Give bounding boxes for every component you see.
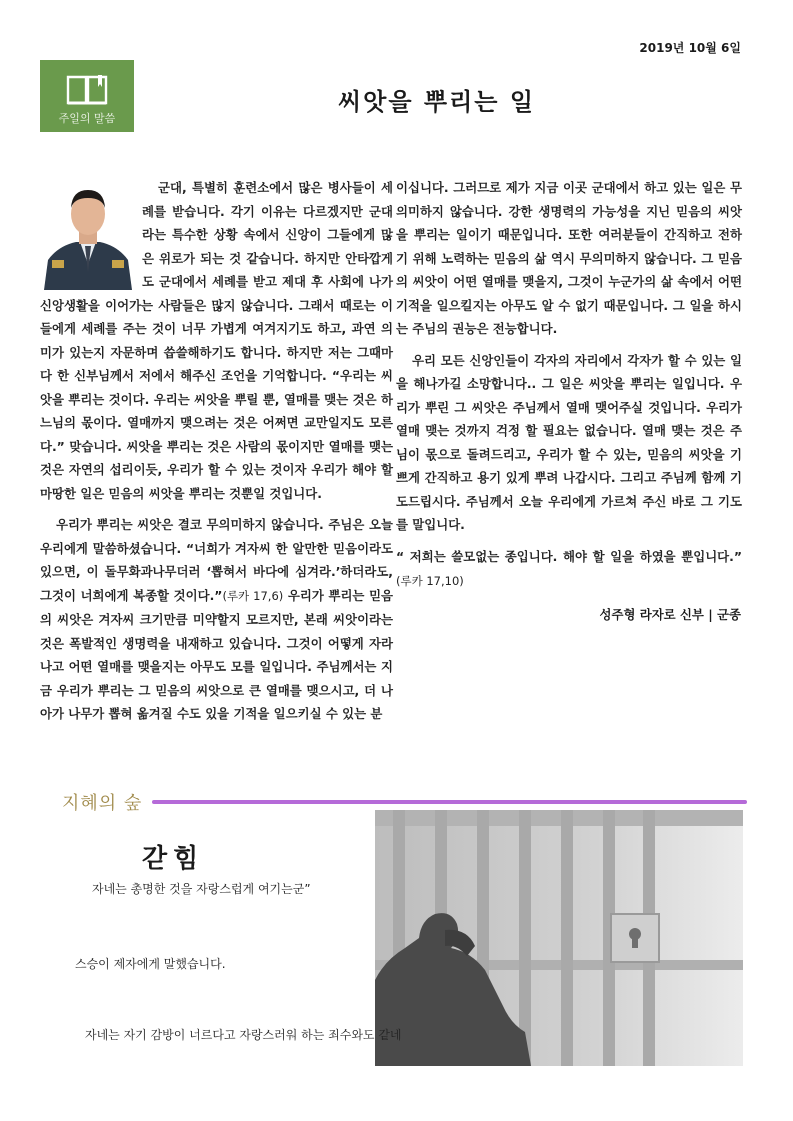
closing-quote-text: “ 저희는 쓸모없는 종입니다. 해야 할 일을 하였을 뿐입니다.” [396, 548, 742, 564]
essay-line-1: 자네는 총명한 것을 자랑스럽게 여기는군” [92, 882, 311, 896]
closing-quote [396, 545, 742, 594]
article-paragraph-4: 우리 모든 신앙인들이 각자의 자리에서 각자가 할 수 있는 일을 해나가길 소망합니다.. 그 일은 씨앗을 뿌리는 일입니다. 우리가 뿌린 그 씨앗은 주님께서 열매 맺어주실 것입니다. 우리가 열매 맺는 것까지 걱정 할 필요는 없습니다. 열매 맺는 것은 주님이 몫으로 돌려드리고, 우리가 할 수 있는, 믿음의 씨앗을 기쁘게 간직하고 용기 있게 뿌려 나갑시다. 그리고 주님께 함께 기도드립시다. 주님께서 오늘 우리에게 가르쳐 주신 바로 그 기도를 말입니다. [396, 352, 742, 532]
scripture-reference: (루카 17,6) [222, 588, 284, 603]
wisdom-section-label: 지혜의 숲 [62, 793, 143, 814]
issue-date: 2019년 10월 6일 [639, 41, 741, 55]
essay-line-3: 자네는 자기 감방이 너르다고 자랑스러워 하는 죄수와도 같네 [85, 1028, 402, 1042]
closing-quote-reference: (루카 17,10) [396, 574, 464, 588]
section-label: 주일의 말씀 [58, 112, 116, 125]
article-right-column [396, 176, 742, 594]
essay-line-2: 스승이 제자에게 말했습니다. [75, 957, 226, 971]
article-paragraph-1: 군대, 특별히 훈련소에서 많은 병사들이 세례를 받습니다. 각기 이유는 다르겠지만 군대라는 특수한 상황 속에서 신앙이 그들에게 많은 위로가 되는 것 같습니다. 하지만 안타깝게도 군대에서 세례를 받고 제대 후 사회에 나가 신앙생활을 이어가는 사람들은 많지 않습니다. 그래서 때로는 이들에게 세례를 주는 것이 너무 가볍게 여겨지기도 하고, 과연 의미가 있는지 자문하며 씁쓸해하기도 합니다. 하지만 저는 그때마다 한 신부님께서 저에서 해주신 조언을 기억합니다. “우리는 씨앗을 뿌리는 것이다. 우리는 씨앗을 뿌릴 뿐, 열매를 맺는 것은 하느님의 몫이다. 열매까지 맺으려는 것은 어쩌면 교만일지도 모른다.” 맞습니다. 씨앗을 뿌리는 것은 사람의 몫이지만 열매를 맺는 것은 자연의 섭리이듯, 우리가 할 수 있는 것이자 우리가 해야 할 마땅한 일은 믿음의 씨앗을 뿌리는 것뿐일 것입니다. [40, 180, 393, 501]
essay-title: 갇힘 [142, 844, 205, 874]
author-photo [44, 180, 132, 290]
scripture-quote: 우리가 뿌리는 씨앗은 결코 무의미하지 않습니다. 주님은 오늘 우리에게 말씀하셨습니다. “너희가 겨자씨 한 알만한 믿음이라도 있으면, 이 돌무화과나무더러 ‘뽑혀서 바다에 심겨라.’하더라도, 그것이 너희에게 복종할 것이다.” [40, 517, 393, 603]
prison-cell-illustration [375, 810, 743, 1066]
article-left-column [40, 176, 393, 726]
article-paragraph-2-continued: 우리가 뿌리는 믿음의 씨앗은 겨자씨 크기만큼 미약할지 모르지만, 본래 씨앗이라는 것은 폭발적인 생명력을 내재하고 있습니다. 그것이 어떻게 자라나고 어떤 열매를 맺을지는 아무도 모를 일입니다. 주님께서는 지금 우리가 뿌리는 그 믿음의 씨앗으로 큰 열매를 맺으시고, 더 나아가 나무가 뽑혀 옮겨질 수도 있을 기적을 일으키실 수 있는 분 [40, 587, 394, 721]
author-signature: 성주형 라자로 신부 | 군종 [599, 607, 741, 622]
article-paragraph-2 [40, 513, 393, 726]
article-paragraph-3: 이십니다. 그러므로 제가 지금 이곳 군대에서 하고 있는 일은 무의미하지 않습니다. 강한 생명력의 가능성을 지닌 믿음의 씨앗을 뿌리는 일이기 때문입니다. 또한 여러분들이 간직하고 전하기 위해 노력하는 믿음의 삶 역시 무의미하지 않습니다. 그 믿음의 씨앗이 어떤 열매를 맺을지, 그것이 누군가의 삶 속에서 어떤 기적을 일으킬지는 아무도 알 수 없기 때문입니다. 그 일을 하시는 주님의 권능은 전능합니다. [396, 180, 742, 336]
page-title: 씨앗을 뿌리는 일 [338, 88, 535, 116]
section-divider [152, 800, 747, 804]
